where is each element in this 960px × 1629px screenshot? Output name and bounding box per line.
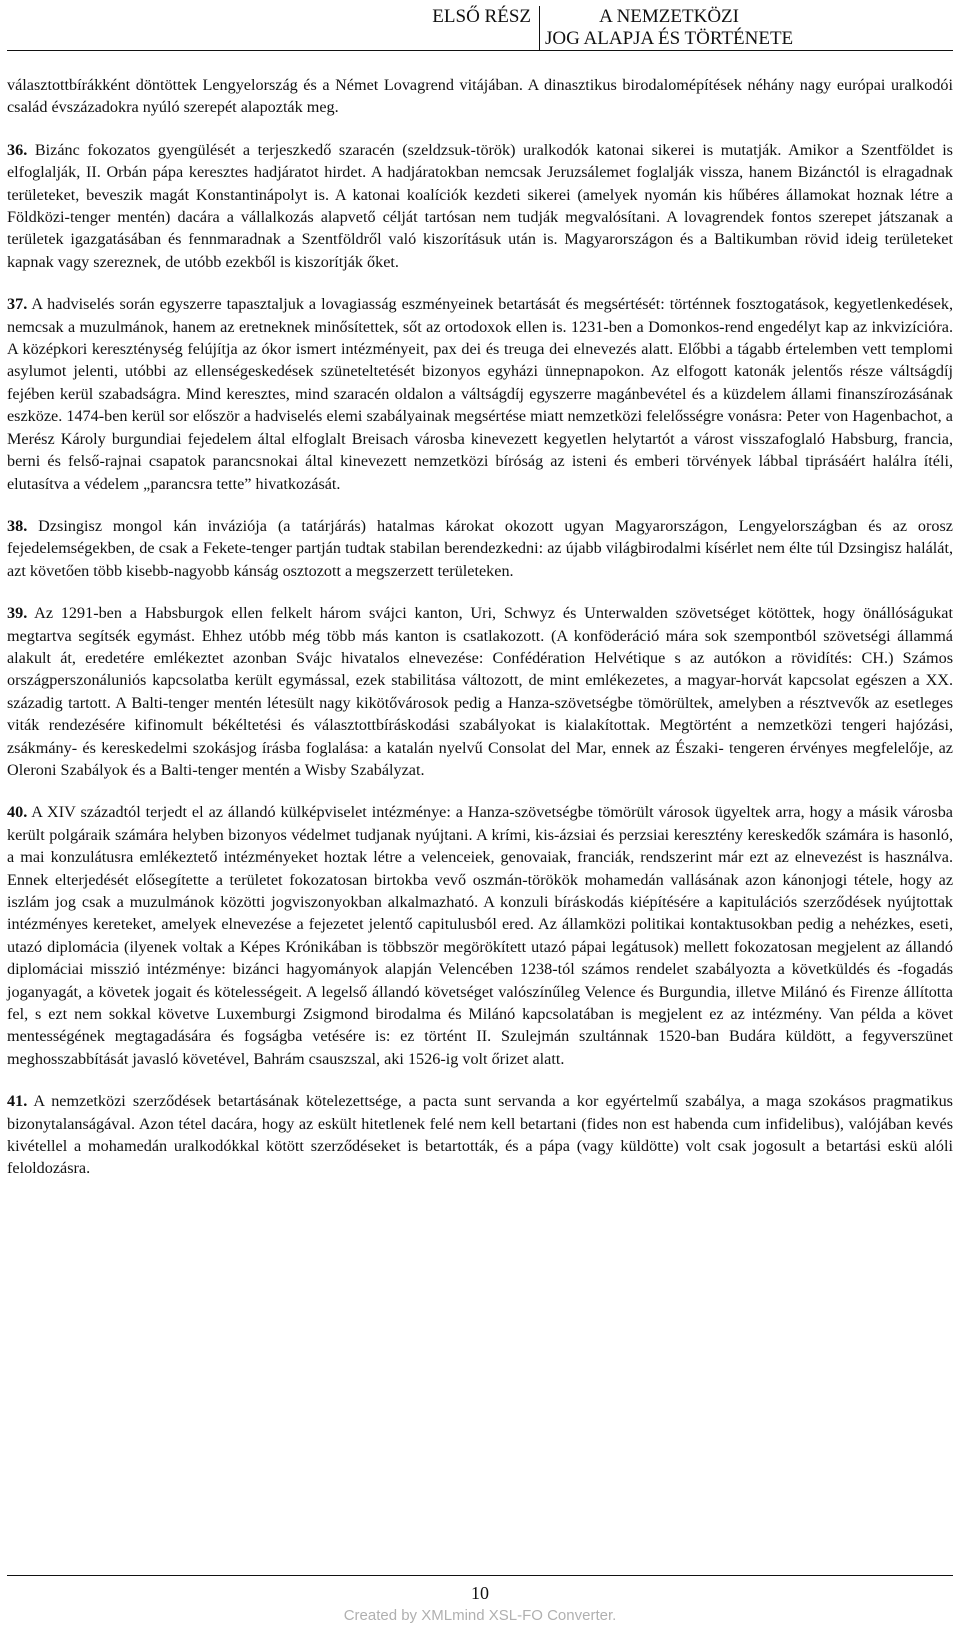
paragraph-continuation (7, 74, 953, 119)
paragraph-number: 41. (7, 1092, 28, 1111)
paragraph-text: választottbírákként döntöttek Lengyelország és a Német Lovagrend vitájában. A dinasztikus birodalomépítések néhány nagy európai uralkodói család évszázadokra nyúló szerepét alapozták meg. (7, 76, 953, 117)
paragraph-number: 37. (7, 295, 28, 314)
paragraph-36 (7, 139, 953, 273)
paragraph-number: 38. (7, 516, 28, 535)
chapter-title (545, 6, 793, 50)
footer-rule (7, 1575, 953, 1576)
running-header (0, 0, 960, 60)
paragraph-37 (7, 293, 953, 495)
part-label: ELSŐ RÉSZ (432, 6, 540, 50)
generator-footer: Created by XMLmind XSL-FO Converter. (343, 1607, 617, 1624)
paragraph-text: Dzsingisz mongol kán inváziója (a tatárjárás) hatalmas károkat okozott ugyan Magyarországon, Lengyelországban és az orosz fejedelemségekben, de csak a Fekete-tenger partján tudtak stabilan berendezkedni: az újabb világbirodalmi kísérlet nem élte túl Dzsingisz halálát, azt követően több kisebb-nagyobb kánság osztozott a megszerzett területeken. (7, 516, 953, 580)
header-rule (7, 50, 953, 51)
paragraph-number: 36. (7, 140, 28, 159)
paragraph-40 (7, 801, 953, 1070)
body-text (7, 74, 953, 1200)
paragraph-39 (7, 602, 953, 781)
paragraph-text: Az 1291-ben a Habsburgok ellen felkelt három svájci kanton, Uri, Schwyz és Unterwalden szövetséget kötöttek, hogy önállóságukat megtartva segítsék egymást. Ehhez utóbb még több más kanton is csatlakozott. (A konföderáció mára sok szempontból szövetségi állammá alakult át, eredetére emlékeztet azonban Svájc hivatalos elnevezése: Confédération Helvétique s az autókon a rövidítés: CH.) Számos országperszonáluniós kapcsolatba került egymással, ezek stabilitása változott, de mint emlékezetes, a magyar-horvát kapcsolat egészen a XX. századig tartott. A Balti-tenger mentén létesült nagy kikötővárosok pedig a Hanza-szövetségbe tömörültek, amelyben a résztvevők az esetleges viták rendezésére kifinomult békéltetési és választottbíráskodási szabályokat is kialakítottak. Megtörtént a nemzetközi tengeri hajózási, zsákmány- és kereskedelmi szokásjog írásba foglalása: a katalán nyelvű Consolat del Mar, ennek az Északi- tengeren érvényes megfelelője, az Oleroni Szabályok és a Balti-tenger mentén a Wisby Szabályzat. (7, 604, 953, 779)
paragraph-number: 39. (7, 604, 28, 623)
paragraph-text: A nemzetközi szerződések betartásának kötelezettsége, a pacta sunt servanda a kor egyértelmű szabálya, a maga szokásos pragmatikus bizonytalanságával. Azon tétel dacára, hogy az eskült hitetlenek felé nem kell betartani (fides non est habenda cum infidelibus), valójában kevés kivétellel a mohamedán uralkodókkal kötött szerződéseket is betartották, és a pápa (vagy küldötte) volt csak jogosult a betartási eskü alóli feloldozásra. (7, 1092, 953, 1178)
paragraph-text: A XIV századtól terjedt el az állandó külképviselet intézménye: a Hanza-szövetségbe tömörült városok ügyeltek arra, hogy a másik városba került polgáraik számára helyben bizonyos védelmet tudjanak nyújtani. A krími, kis-ázsiai és perzsiai keresztény kereskedők számára is hasonló, a mai konzulátusra emlékeztető intézményeket hoztak létre a velenceiek, genovaiak, franciák, rendszerint már ezt az elnevezést is használva. Ennek elterjedését elősegítette a területet fokozatosan birtokba vevő oszmán-törökök mohamedán vallásának azon kánonjogi tétele, hogy az iszlám jog csak a muzulmánok közötti jogviszonyokban alkalmazható. A konzuli bíráskodás kiépítésére a kapitulációs szerződések nyújtottak intézményes kereteket, amelyek elnevezése a fejezetet jelentő capitulusból ered. Az államközi politikai kontaktusokban pedig a nehézkes, eseti, utazó diplomácia (ilyenek voltak a Képes Krónikában is többször megörökített utazó pápai legátusok) mellett fokozatosan megjelent az állandó diplomáciai misszió intézménye: bizánci hagyományok alapján Velencében 1238-tól számos rendelet szabályozta a követküldés és -fogadás joganyagát, a követek jogait és kötelességeit. A legelső állandó követséget valószínűleg Velence és Burgundia, illetve Milánó és Firenze állította fel, s ezt nem sokkal követve Luxemburgi Zsigmond birodalma és Milánó kapcsolatában is megjelent ez az intézmény. Van példa a követ mentességének megtagadására és fogságba vetésére is: ez történt II. Szulejmán szultánnak 1520-ban Budára küldött, a fegyverszünet meghosszabbítását javasló követével, Bahrám csauszszal, aki 1526-ig volt őrizet alatt. (7, 803, 953, 1068)
paragraph-number: 40. (7, 803, 28, 822)
page-number: 10 (471, 1583, 489, 1603)
paragraph-38 (7, 515, 953, 582)
paragraph-41 (7, 1090, 953, 1180)
paragraph-text: A hadviselés során egyszerre tapasztaljuk a lovagiasság eszményeinek betartását és megsértését: történnek fosztogatások, kegyetlenkedések, nemcsak a muzulmánok, hanem az eretneknek minősítettek, sőt az ortodoxok ellen is. 1231-ben a Domonkos-rend engedélyt kap az inkvizícióra. A középkori kereszténység felújítja az ókor ismert intézményeit, pax dei és treuga dei elnevezés alatt. Előbbi a tágabb értelemben vett templomi asylumot jelenti, utóbbi az ellenségeskedések szüneteltetését bizonyos egyházi ünnepnapokon. Az elfogott katonák jelentős része váltságdíj fejében kerül szabadságra. Mind keresztes, mind szaracén oldalon a váltságdíj egyszerre magánbevétel és a küzdelem állami finanszírozásának eszköze. 1474-ben kerül sor először a hadviselés elemi szabályainak megsértése miatt nemzetközi felelősségre vonásra: Peter von Hagenbachot, a Merész Károly burgundiai fejedelem által elfoglalt Breisach városba kinevezett kegyetlen helytartót a várost visszafoglaló Habsburg, francia, berni és felső-rajnai csapatok parancsnokai által kinevezett nemzetközi bíróság az isteni és emberi törvények lábbal tiprásáért halálra ítéli, elutasítva a védelem „parancsra tette” hivatkozását. (7, 295, 953, 493)
paragraph-text: Bizánc fokozatos gyengülését a terjeszkedő szaracén (szeldzsuk-török) uralkodók katonai sikerei is mutatják. Amikor a Szentföldet is elfoglalják, II. Orbán pápa keresztes hadjáratot hirdet. A hadjáratokban nemcsak Jeruzsálemet foglalják vissza, hanem Bizánctól is elragadnak területeket, beveszik magát Konstantinápolyt is. A katonai koalíciók kezdeti sikerei (amelyek nyomán kis hűbéres államokat hoznak létre a Földközi-tenger mentén) dacára a vállalkozás alapvető célját tartósan nem tudják megvalósítani. A lovagrendek fontos szerepet játszanak a területek igazgatásában és fennmaradnak a Szentföldről való kiszorításuk után is. Magyarországon és a Baltikumban rövid ideig területeket kapnak vagy szereznek, de utóbb ezekből is kiszorítják őket. (7, 140, 953, 271)
chapter-title-line-1: A NEMZETKÖZI (599, 6, 739, 27)
chapter-title-line-2: JOG ALAPJA ÉS TÖRTÉNETE (545, 28, 794, 49)
